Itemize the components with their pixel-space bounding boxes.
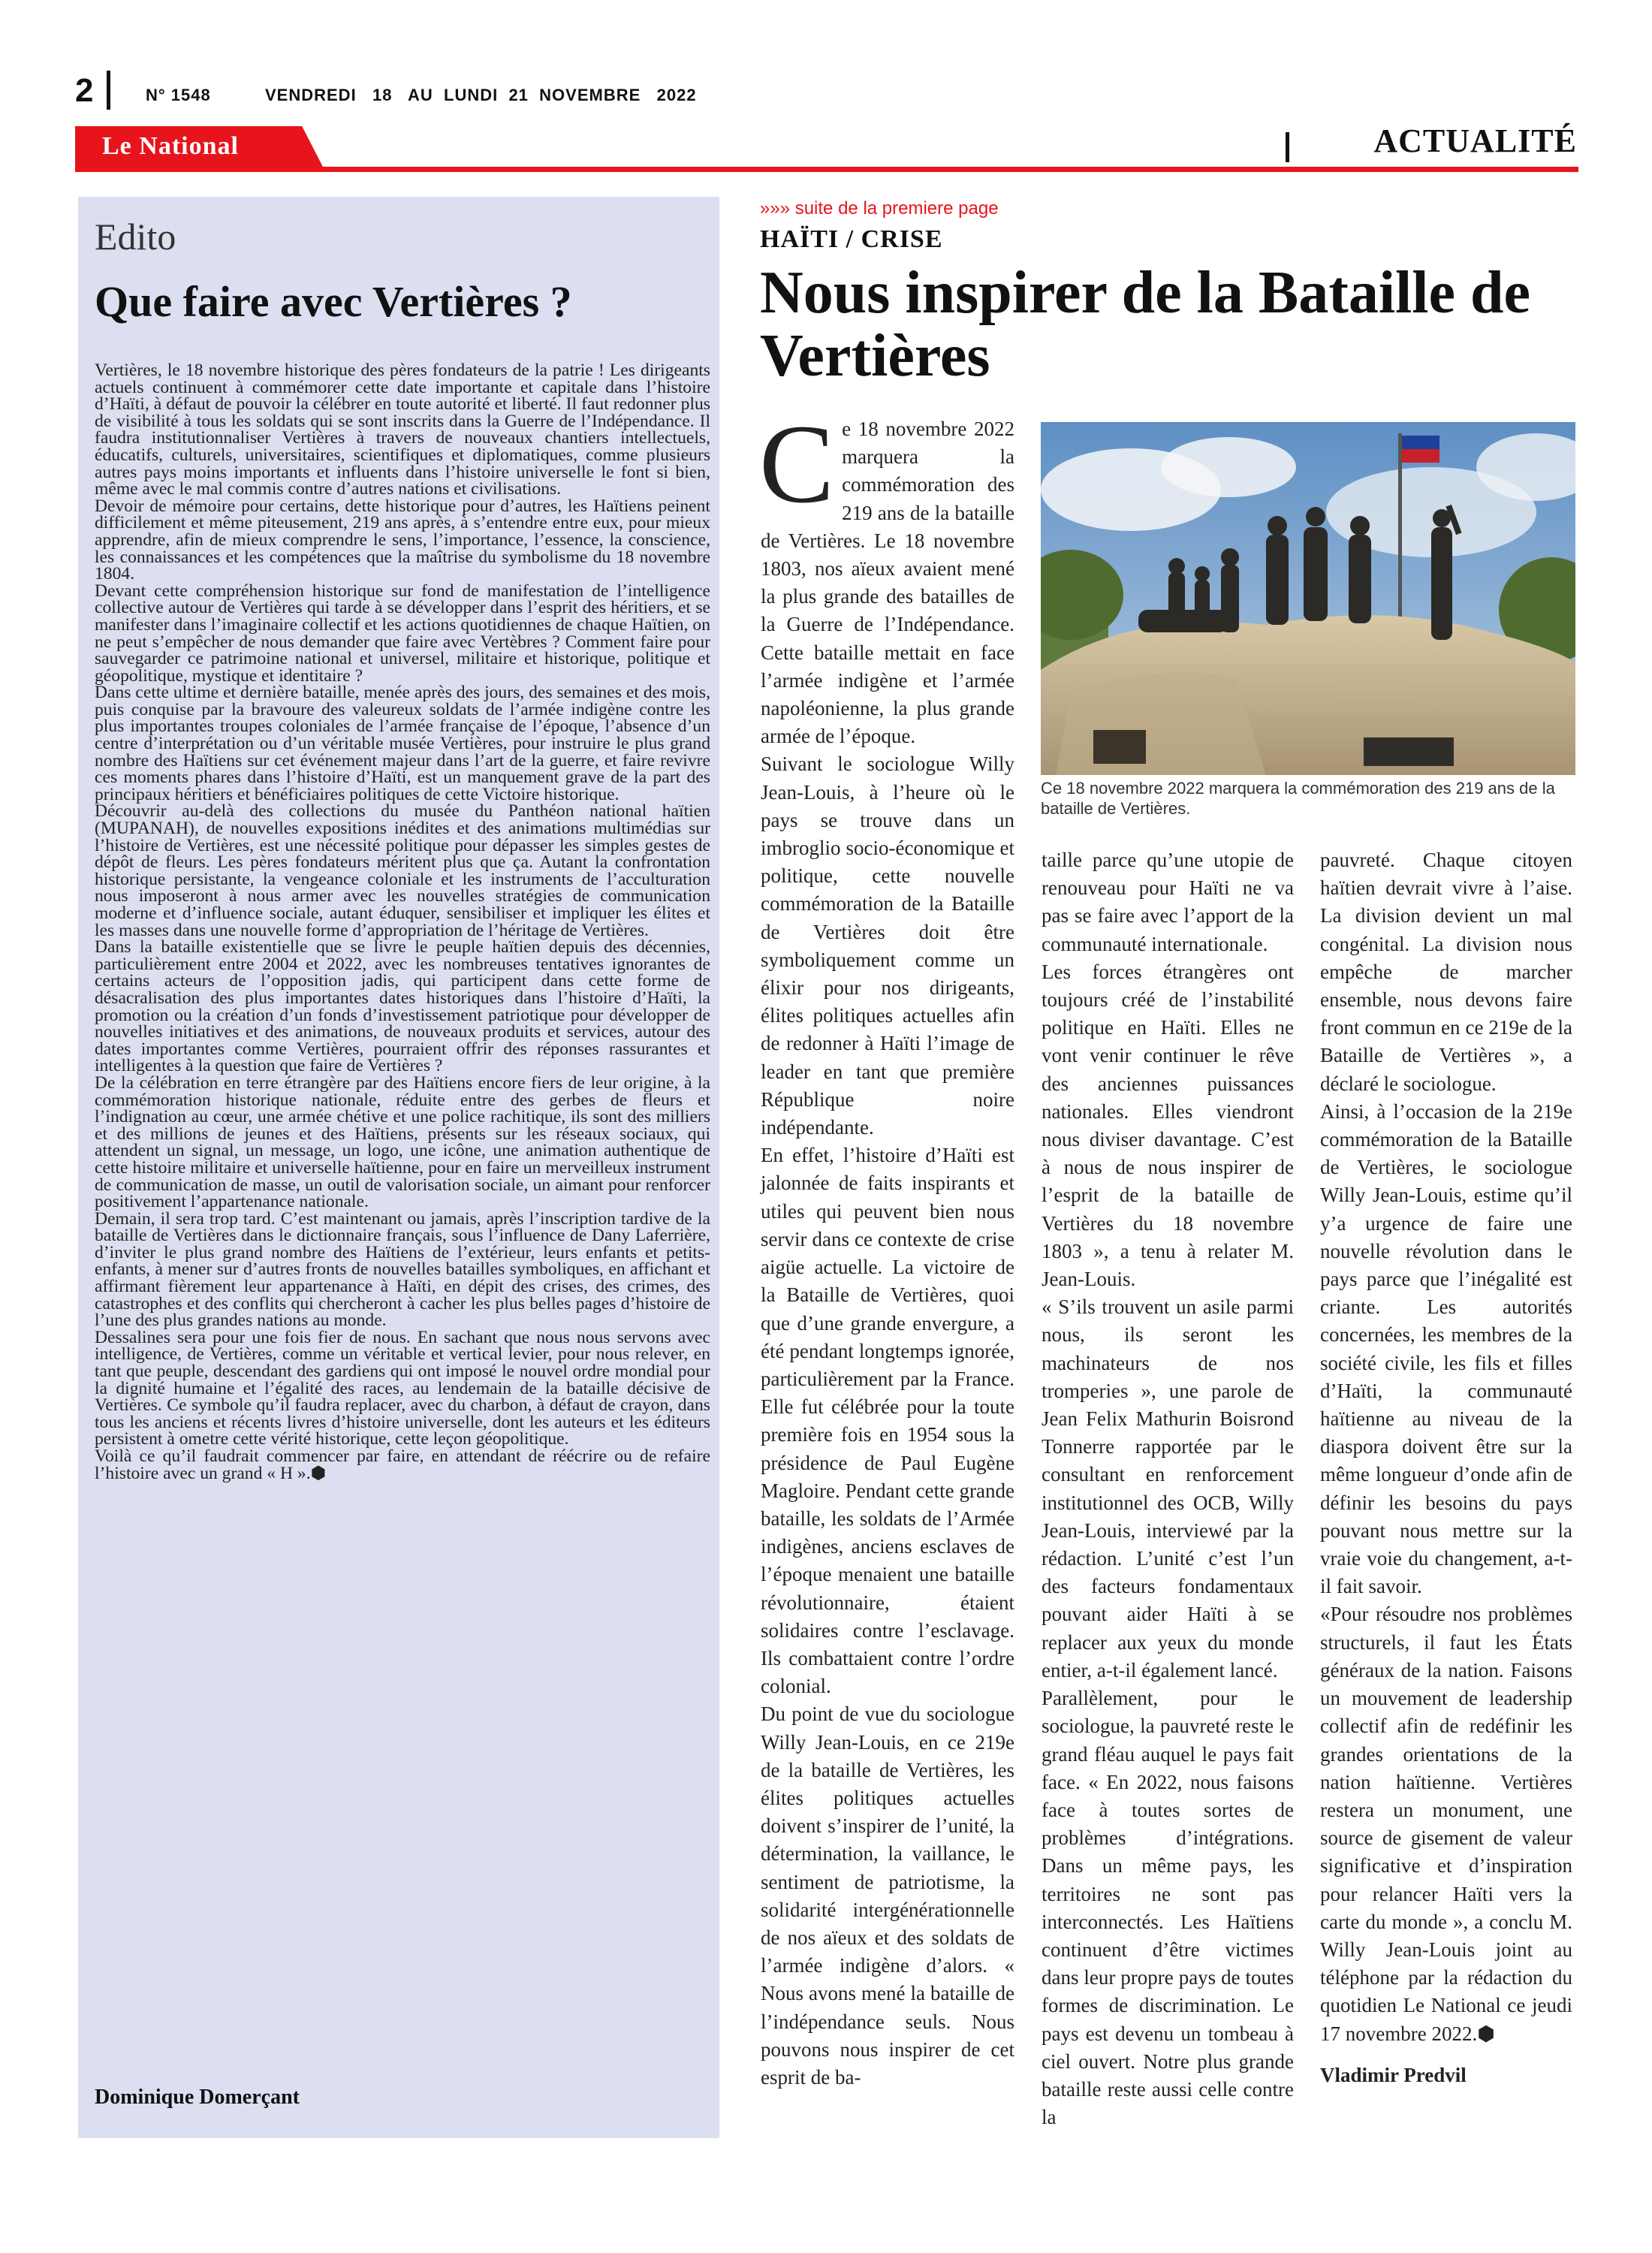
article-paragraph: Ainsi, à l’occasion de la 219e commémoration de la Bataille de Vertières, le sociologue Willy Jean-Louis, estime qu’il y’a urgence de faire une nouvelle révolution dans le pays parce que l’inégalité est criante. Les autorités concernées, les membres de la société civile, les fils et filles d’Haïti, la communauté haïtienne au niveau de la diaspora doivent être sur la même longueur d’onde afin de définir les besoins du pays pouvant nous mettre sur la vraie voie du changement, a-t-il fait savoir. — [1320, 1099, 1572, 1598]
edito-title: Que faire avec Vertières ? — [95, 277, 572, 326]
article-paragraph: « S’ils trouvent un asile parmi nous, ils seront les machinateurs de nos tromperies », une parole de Jean Felix Mathurin Boisrond Tonnerre rapportée par le consultant en renforcement institutionnel des OCB, Willy Jean-Louis, interviewé par la rédaction. L’unité c’est l’un des facteurs fondamentaux pouvant aider Haïti à se replacer aux yeux du monde entier, a-t-il également lancé. — [1042, 1295, 1294, 1681]
edito-paragraph: De la célébration en terre étrangère par des Haïtiens encore fiers de leur origine, à la commémoration historique nationale, réduite entre des gerbes de fleurs et l’indignation au cœur, une armée chétive et une police rachitique, ils sont des milliers et des millions de jeunes et des Haïtiens, présents sur les réseaux sociaux, qui attendent un signal, un message, un logo, une icône, une animation authentique de cette histoire militaire et universelle haïtienne, pour en faire un merveilleux instrument de communication de masse, un outil de valorisation sociale, un aimant pour renforcer positivement l’appartenance nationale. — [95, 1072, 710, 1212]
continued-link[interactable]: »»» suite de la premiere page — [760, 198, 999, 219]
brand-name: Le National — [102, 132, 239, 160]
header-rule — [75, 167, 1578, 172]
article-kicker: HAÏTI / CRISE — [760, 225, 943, 253]
article-paragraph: taille parce qu’une utopie de renouveau pour Haïti ne va pas se faire avec l’apport de la communauté internationale. — [1042, 849, 1294, 955]
edito-paragraph: Dessalines sera pour une fois fier de nous. En sachant que nous nous servons avec intelligence, de Vertières, comme un véritable et vertical levier, pour nous relever, en tant que peuple, descendant des gardiens qui ont imposé le nouvel ordre mondial pour la dignité humaine et l’égalité des races, au lendemain de la bataille décisive de Vertières. Ce symbole qu’il faudra replacer, avec du charbon, à défaut de crayon, dans tous les anciens et récents livres d’histoire universelle, dont les auteurs et les éditeurs persistent à ometre cette vérité historique, cette leçon géopolitique. — [95, 1327, 710, 1449]
edito-paragraph: Découvrir au-delà des collections du musée du Panthéon national haïtien (MUPANAH), de nouvelles expositions inédites et des animations multimédias sur l’histoire de Vertières, est une nécessité politique pour dépasser les simples gestes de dépôt de fleurs. Les pères fondateurs méritent plus que ça. Autant la confrontation historique persistante, la vengeance coloniale et les instruments de l’acculturation nous imposeront à nous armer avec les nouvelles stratégies de communication moderne et d’influence sociale, autant éduquer, sensibiliser et impliquer les élites et les masses dans une nouvelle forme d’appropriation de l’héritage de Vertières. — [95, 801, 710, 940]
article-photo — [1041, 422, 1575, 775]
edito-paragraph: Devant cette compréhension historique sur fond de manifestation de l’intelligence collective autour de Vertières qui tarde à se développer dans l’esprit des héritiers, et se manifester dans l’imaginaire collectif et les actions quotidiennes de chaque Haïtien, on ne peut s’empêcher de nous demander que faire avec Vertèbres ? Comment faire pour sauvegarder ce patrimoine national et universel, militaire et historique, politique et géopolitique, mystique et identitaire ? — [95, 581, 710, 686]
drop-cap: C — [759, 402, 835, 526]
issue-date: VENDREDI 18 AU LUNDI 21 NOVEMBRE 2022 — [265, 86, 697, 104]
article-paragraph: Du point de vue du sociologue Willy Jean-Louis, en ce 219e de la bataille de Vertières, les élites politiques actuelles doivent s’inspirer de l’unité, la détermination, la vaillance, le sentiment de patriotisme, la solidarité intergénérationnelle de nos aïeux et des soldats de l’armée indigène d’alors. « Nous avons mené la bataille de l’indépendance seuls. Nous pouvons nous inspirer de cet esprit de ba- — [761, 1703, 1014, 2089]
article-paragraph: Suivant le sociologue Willy Jean-Louis, à l’heure où le pays se trouve dans un imbroglio socio-économique et politique, cette nouvelle commémoration de la Bataille de Vertières doit être symboliquement comme un élixir pour nos dirigeants, élites politiques actuelles afin de redonner à Haïti l’image de leader en tant que première République noire indépendante. — [761, 753, 1014, 1139]
photo-caption: Ce 18 novembre 2022 marquera la commémoration des 219 ans de la bataille de Vertières. — [1041, 779, 1555, 818]
issue-number: N° 1548 — [146, 86, 211, 104]
article-paragraph: pauvreté. Chaque citoyen haïtien devrait vivre à l’aise. La division devient un mal congénital. La division nous empêche de marcher ensemble, nous devons faire front commun en ce 219e de la Bataille de Vertières », a déclaré le sociologue. — [1320, 849, 1572, 1095]
article-paragraph: «Pour résoudre nos problèmes structurels, il faut les États généraux de la nation. Faisons un mouvement de leadership collectif afin de redéfinir les grandes orientations de la nation haïtienne. Vertières restera un monument, une source de gisement de valeur significative et d’inspiration pour relancer Haïti vers la carte du monde », a conclu M. Willy Jean-Louis joint au téléphone par la rédaction du quotidien Le National ce jeudi 17 novembre 2022.⬢ — [1320, 1603, 1572, 2045]
article-column-1 — [759, 402, 1014, 2092]
article-author: Vladimir Predvil — [1320, 2063, 1467, 2086]
edito-paragraph: Devoir de mémoire pour certains, dette historique pour d’autres, les Haïtiens peinent difficilement et même piteusement, 219 ans après, à s’entendre entre eux, pour mieux apprendre, afin de mieux comprendre le sens, l’importance, l’essence, la conscience, les connaissances et les compétences que la maîtrise du symbolisme du 18 novembre 1804. — [95, 496, 710, 584]
article-paragraph: En effet, l’histoire d’Haïti est jalonnée de faits inspirants et utiles qui peuvent bien nous servir dans ce contexte de crise aigüe actuelle. La victoire de la Bataille de Vertières, quoi que d’une grande envergure, a été pendant longtemps ignorée, particulièrement par la France. Elle fut célébrée pour la toute première fois en 1954 sous la présidence de Paul Eugène Magloire. Pendant cette grande bataille, les soldats de l’Armée indigènes, anciens esclaves de l’époque menaient une bataille révolutionnaire, étaient solidaires contre l’esclavage. Ils combattaient contre l’ordre colonial. — [761, 1144, 1014, 1698]
edito-body — [95, 362, 710, 1482]
article-paragraph: Ce 18 novembre 2022 marquera la commémoration des 219 ans de la bataille de Vertières. Le 18 novembre 1803, nos aïeux avaient mené la plus grande des batailles de la Guerre de l’Indépendance. Cette bataille mettait en face l’armée indigène et l’armée napoléonienne, la plus grande armée de l’époque. — [759, 402, 1014, 748]
article-paragraph: Les forces étrangères ont toujours créé de l’instabilité politique en Haïti. Elles ne vont venir continuer le rêve des anciennes puissances nationales. Elles viendront nous diviser davantage. C’est à nous de nous inspirer de l’esprit de la bataille de Vertières du 18 novembre 1803 », a tenu à relater M. Jean-Louis. — [1042, 960, 1294, 1291]
edito-paragraph: Dans la bataille existentielle que se livre le peuple haïtien depuis des décennies, particulièrement entre 2004 et 2022, avec les nombreuses tentatives ignorantes de certains acteurs de l’opposition jadis, qui participent dans cette forme de désacralisation des plus importantes dates historiques dans l’histoire d’Haïti, la promotion ou la création d’un fonds d’investissement patriotique pour développer de nouvelles initiatives et des animations, de nouveaux produits et services, autour des dates importantes comme Vertières, pourraient offrir des réponses rassurantes et intelligentes à la question que faire de Vertières ? — [95, 937, 710, 1076]
edito-paragraph: Voilà ce qu’il faudrait commencer par faire, en attendant de réécrire ou de refaire l’histoire avec un grand « H ».⬢ — [95, 1446, 710, 1483]
edito-paragraph: Dans cette ultime et dernière bataille, menée après des jours, des semaines et des mois, puis conquise par la bravoure des valeureux soldats de l’armée indigène contre les plus importantes troupes coloniales de l’armée française de l’époque, l’absence d’un centre d’interprétation ou d’un véritable musée Vertières, pour instruire le plus grand nombre des Haïtiens sur cet événement majeur dans l’art de la guerre, et faire revivre ces moments phares dans l’histoire d’Haïti, est un manquement grave de la part des principaux héritiers et bénéficiaires politiques de cette Victoire historique. — [95, 683, 710, 804]
page-number: 2 — [75, 72, 94, 109]
section-divider — [1286, 132, 1289, 162]
edito-paragraph: Vertières, le 18 novembre historique des pères fondateurs de la patrie ! Les dirigeants actuels continuent à commémorer cette date importante et capitale dans l’histoire d’Haïti, à défaut de pouvoir la célébrer en toute autorité et liberté. Il faut redonner plus de visibilité à tous les soldats qui se sont inscrits dans la Guerre de l’Indépendance. Il faudra institutionnaliser Vertières à travers de nouveaux chantiers intellectuels, éducatifs, culturels, universitaires, scientifiques et diplomatiques, comme plusieurs autres pays moins importants et influents dans l’histoire universelle le font si bien, même avec le mal commis contre d’autres nations et civilisations. — [95, 360, 710, 499]
edito-author: Dominique Domerçant — [95, 2086, 300, 2109]
article-headline: Nous inspirer de la Bataille de Vertières — [760, 260, 1531, 389]
issue-dateline — [146, 86, 697, 105]
article-column-2 — [1042, 846, 1294, 2131]
edito-label: Edito — [95, 216, 176, 258]
section-title: ACTUALITÉ — [1373, 122, 1577, 159]
article-column-3 — [1320, 846, 1572, 2089]
page-number-divider — [107, 71, 110, 110]
article-paragraph: Parallèlement, pour le sociologue, la pauvreté reste le grand fléau auquel le pays fait face. « En 2022, nous faisons face à toutes sortes de problèmes d’intégrations. Dans un même pays, les territoires ne sont pas interconnectés. Les Haïtiens continuent d’être victimes dans leur propre pays de toutes formes de discrimination. Le pays est devenu un tombeau à ciel ouvert. Notre plus grande bataille reste aussi celle contre la — [1042, 1687, 1294, 2129]
edito-paragraph: Demain, il sera trop tard. C’est maintenant ou jamais, après l’inscription tardive de la bataille de Vertières dans le dictionnaire français, sous l’influence de Dany Laferrière, d’inviter le plus grand nombre des Haïtiens de l’extérieur, leurs enfants et petits-enfants, à mener sur d’autres fronts de nouvelles batailles symboliques, en affichant et affirmant fièrement leur appartenance à Haïti, en dépit des crises, des crimes, des catastrophes et des conflits qui chercheront à cacher les plus belles pages d’histoire de l’une des plus grandes nations au monde. — [95, 1208, 710, 1331]
vertieres-monument-image — [1041, 422, 1575, 775]
